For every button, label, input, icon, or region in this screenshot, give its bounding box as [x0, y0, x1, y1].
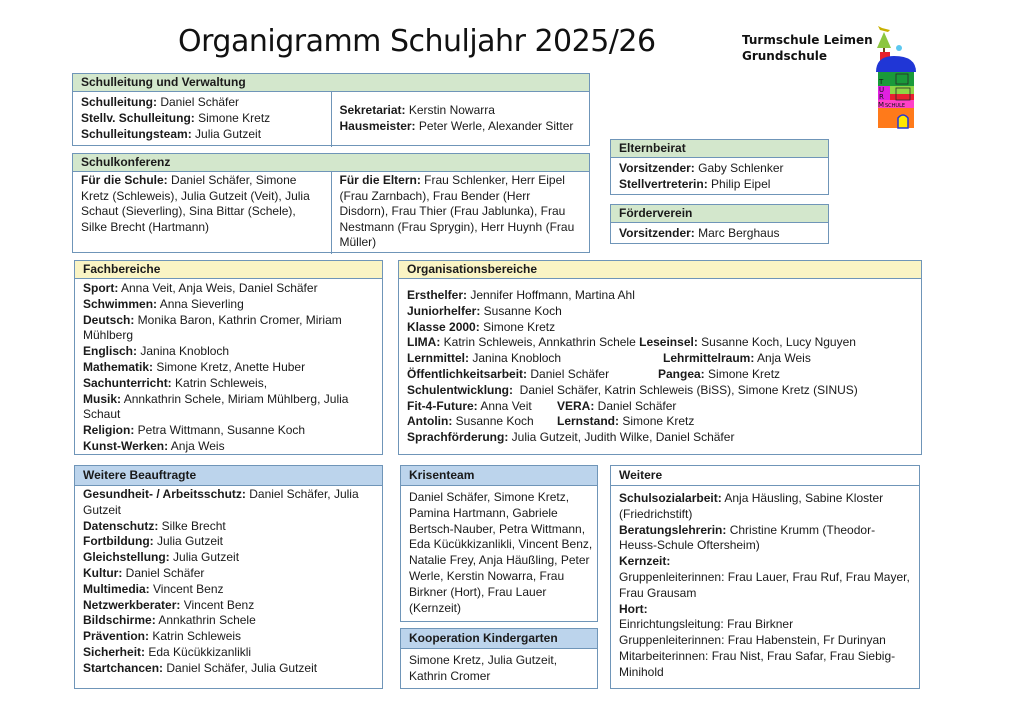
school-name: Turmschule Leimen: [742, 33, 873, 47]
entry-value: Anja Häusling, Sabine Kloster (Friedrichstift): [619, 491, 884, 521]
entry-value: Monika Baron, Kathrin Cromer, Miriam Mühlberg: [83, 312, 342, 343]
entry-schulleitungsteam: [81, 127, 323, 143]
entry-value: Susanne Koch, Lucy Nguyen: [697, 335, 856, 350]
entry-oeffentlichkeitsarbeit-pangea: [407, 367, 913, 383]
entry-label: Beratungslehrerin:: [619, 522, 727, 537]
box-header: Schulleitung und Verwaltung: [73, 74, 589, 92]
svg-text:SCHULE: SCHULE: [885, 103, 906, 109]
page-title: Organigramm Schuljahr 2025/26: [178, 24, 656, 59]
entry-label: Sekretariat:: [339, 103, 406, 117]
entry-sachunterricht: [83, 376, 374, 392]
entry-schulleitung: [81, 95, 323, 111]
entry-beratungslehrerin: [619, 523, 911, 555]
entry-kultur: [83, 566, 374, 582]
entry-bildschirme: [83, 613, 374, 629]
entry-label: Sport:: [83, 281, 119, 295]
entry-label: Prävention:: [83, 629, 150, 644]
entry-label: Musik:: [83, 391, 122, 406]
entry-label: Religion:: [83, 423, 135, 438]
entry-value: Peter Werle, Alexander Sitter: [415, 118, 574, 133]
entry-label: Kultur:: [83, 565, 123, 580]
entry-religion: [83, 423, 374, 439]
entry-value: Susanne Koch: [480, 303, 562, 318]
entry-label: Für die Schule:: [81, 173, 168, 187]
entry-label: Deutsch:: [83, 312, 135, 327]
entry-value: Daniel Schäfer: [527, 366, 610, 381]
entry-value: Katrin Schleweis, Annkathrin Schele: [440, 335, 636, 350]
box-organisationsbereiche: [398, 260, 922, 455]
entry-stellv-schulleitung: [81, 111, 323, 127]
entry-value: Julia Gutzeit: [169, 550, 240, 565]
entry-value: Katrin Schleweis: [149, 629, 242, 644]
box-header: Elternbeirat: [611, 140, 828, 158]
entry-praevention: [83, 629, 374, 645]
entry-value: Philip Eipel: [707, 176, 771, 191]
entry-sprachfoerderung: [407, 430, 913, 446]
box-header: Krisenteam: [401, 466, 597, 486]
entry-label: Vorsitzender:: [619, 226, 695, 240]
entry-label: Lehrmittelraum:: [663, 351, 755, 366]
entry-mathematik: [83, 360, 374, 376]
entry-fuer-die-eltern: [331, 172, 590, 254]
entry-value: Kerstin Nowarra: [405, 103, 495, 117]
entry-value: Katrin Schleweis,: [171, 375, 268, 390]
entry-lernmittel-lehrmittelraum: [407, 351, 913, 367]
entry-label: Stellvertreterin:: [619, 176, 708, 191]
entry-label: Lernmittel:: [407, 351, 470, 366]
entry-label: Sachunterricht:: [83, 375, 172, 390]
entry-label: Schulentwicklung:: [407, 382, 514, 397]
entry-label: Englisch:: [83, 344, 138, 359]
entry-value: Janina Knobloch: [137, 344, 230, 359]
box-kooperation-kindergarten: [400, 628, 598, 689]
entry-label: Netzwerkberater:: [83, 597, 181, 612]
entry-value: Silke Brecht: [158, 518, 226, 533]
box-foerderverein: [610, 204, 829, 244]
entry-label: VERA:: [557, 398, 595, 413]
box-header: Weitere: [611, 466, 919, 486]
entry-englisch: [83, 344, 374, 360]
box-header: Fachbereiche: [75, 261, 382, 279]
entry-value: Frau Schlenker, Herr Eipel (Frau Zarnbach), Frau Bender (Herr Disdorn), Frau Thier (Frau Jablunka), Frau Nestmann (Frau Sprygin), Herr Huynh (Frau Müller): [339, 173, 575, 250]
entry-musik: [83, 392, 374, 424]
svg-text:U: U: [879, 86, 885, 94]
kooperation-members: Simone Kretz, Julia Gutzeit, Kathrin Cromer: [409, 653, 558, 683]
entry-value: Anna Veit, Anja Weis, Daniel Schäfer: [118, 281, 318, 295]
entry-label: Öffentlichkeitsarbeit:: [407, 366, 528, 381]
entry-label: Juniorhelfer:: [407, 303, 481, 318]
entry-label: Ersthelfer:: [407, 288, 468, 302]
hort-line: Einrichtungsleitung: Frau Birkner: [619, 617, 794, 632]
entry-label: Pangea:: [658, 366, 705, 381]
box-elternbeirat: [610, 139, 829, 195]
entry-value: Daniel Schäfer, Katrin Schleweis (BiSS), Simone Kretz (SINUS): [513, 382, 858, 397]
box-schulleitung: [72, 73, 590, 146]
entry-label: Leseinsel:: [639, 335, 698, 350]
entry-label: Schulleitungsteam:: [81, 126, 192, 141]
entry-label: Vorsitzender:: [619, 161, 695, 175]
entry-startchancen: [83, 661, 374, 677]
entry-value: Anna Veit: [477, 398, 532, 413]
entry-value: Simone Kretz: [704, 366, 781, 381]
entry-value: Simone Kretz: [194, 110, 271, 125]
entry-ersthelfer: [407, 288, 913, 304]
entry-value: Eda Kücükkizanlikli: [145, 644, 252, 659]
svg-text:R: R: [879, 93, 884, 101]
entry-label: Schulleitung:: [81, 95, 157, 109]
entry-value: Daniel Schäfer, Julia Gutzeit: [83, 487, 359, 517]
tree-icon: [877, 32, 891, 48]
kernzeit-text: Gruppenleiterinnen: Frau Lauer, Frau Ruf, Frau Mayer, Frau Grausam: [619, 569, 910, 600]
hort-line: Gruppenleiterinnen: Frau Habenstein, Fr Durinyan: [619, 633, 886, 648]
entry-label: Schulsozialarbeit:: [619, 491, 722, 505]
entry-sicherheit: [83, 645, 374, 661]
box-schulkonferenz: [72, 153, 590, 253]
entry-label: Kernzeit:: [619, 554, 671, 569]
entry-label: Multimedia:: [83, 581, 150, 596]
entry-label: Klasse 2000:: [407, 319, 480, 334]
entry-antolin-lernstand: [407, 414, 913, 430]
entry-fortbildung: [83, 534, 374, 550]
entry-schulsozialarbeit: [619, 491, 911, 523]
entry-value: Susanne Koch: [452, 414, 534, 429]
entry-label: Hausmeister:: [339, 118, 416, 133]
entry-value: Daniel Schäfer: [122, 565, 205, 580]
entry-vorsitzender: [619, 161, 820, 177]
entry-fit4future-vera: [407, 399, 913, 415]
entry-value: Vincent Benz: [180, 597, 255, 612]
school-logo: [872, 24, 920, 132]
entry-stellvertreterin: [619, 177, 820, 193]
entry-value: Julia Gutzeit, Judith Wilke, Daniel Schäfer: [508, 430, 735, 445]
entry-label: Fit-4-Future:: [407, 398, 478, 413]
entry-value: Annkathrin Schele, Miriam Mühlberg, Julia Schaut: [83, 391, 349, 422]
entry-value: Anna Sieverling: [157, 296, 244, 311]
entry-lima-leseinsel: [407, 335, 913, 351]
entry-value: Vincent Benz: [149, 581, 224, 596]
box-weitere-beauftragte: [74, 465, 383, 689]
entry-netzwerkberater: [83, 598, 374, 614]
entry-schulentwicklung: [407, 383, 913, 399]
bird-icon: [878, 26, 890, 32]
entry-label: Antolin:: [407, 414, 453, 429]
krisenteam-members: Daniel Schäfer, Simone Kretz, Pamina Hartmann, Gabriele Bertsch-Nauber, Petra Wittmann, Eda Kücükkizanlikli, Vincent Benz, Natalie Frey, Anja Häußling, Peter Werle, Kerstin Nowarra, Frau Birkner (Hort), Frau Lauer (Kernzeit): [409, 490, 593, 615]
entry-sport: [83, 281, 374, 297]
entry-vorsitzender: [619, 226, 820, 242]
entry-value: Jennifer Hoffmann, Martina Ahl: [467, 288, 635, 302]
school-name-block: [742, 32, 873, 64]
entry-value: Simone Kretz, Anette Huber: [153, 359, 306, 374]
entry-deutsch: [83, 313, 374, 345]
entry-label: Sicherheit:: [83, 644, 146, 659]
entry-value: Janina Knobloch: [469, 351, 562, 366]
entry-fuer-die-schule: [73, 172, 331, 254]
entry-multimedia: [83, 582, 374, 598]
entry-kunst-werken: [83, 439, 374, 455]
hort-line: Mitarbeiterinnen: Frau Nist, Frau Safar, Frau Siebig-Minihold: [619, 648, 896, 679]
entry-label: Gesundheit- / Arbeitsschutz:: [83, 487, 246, 501]
hort-heading: [619, 602, 911, 618]
entry-value: Daniel Schäfer, Julia Gutzeit: [163, 660, 318, 675]
entry-label: Für die Eltern:: [339, 173, 421, 187]
entry-hausmeister: [340, 119, 582, 135]
entry-gleichstellung: [83, 550, 374, 566]
entry-value: Christine Krumm (Theodor-Heuss-Schule Oftersheim): [619, 522, 876, 553]
box-fachbereiche: [74, 260, 383, 455]
entry-gesundheit-arbeitsschutz: [83, 487, 374, 519]
box-header: Weitere Beauftragte: [75, 466, 382, 486]
entry-sekretariat: [340, 103, 582, 119]
entry-value: Simone Kretz: [479, 319, 556, 334]
box-header: Schulkonferenz: [73, 154, 589, 172]
entry-value: Anja Weis: [754, 351, 811, 366]
entry-value: Daniel Schäfer: [157, 95, 240, 109]
entry-value: Simone Kretz: [619, 414, 695, 429]
entry-value: Daniel Schäfer, Simone Kretz (Schleweis), Julia Gutzeit (Veit), Julia Schaut (Sieverling), Sina Bittar (Schele), Silke Brecht (Hartmann): [81, 173, 310, 234]
entry-label: Schwimmen:: [83, 296, 158, 311]
kernzeit-heading: [619, 554, 911, 570]
entry-label: Fortbildung:: [83, 534, 154, 549]
svg-text:M: M: [878, 101, 885, 109]
entry-value: Julia Gutzeit: [153, 534, 224, 549]
entry-value: Gaby Schlenker: [694, 161, 784, 175]
entry-datenschutz: [83, 519, 374, 535]
entry-klasse-2000: [407, 320, 913, 336]
entry-label: Mathematik:: [83, 359, 154, 374]
entry-value: Petra Wittmann, Susanne Koch: [134, 423, 306, 438]
entry-value: Anja Weis: [168, 438, 225, 453]
entry-schwimmen: [83, 297, 374, 313]
entry-label: Bildschirme:: [83, 613, 156, 628]
entry-label: LIMA:: [407, 335, 441, 350]
box-weitere: [610, 465, 920, 689]
entry-label: Gleichstellung:: [83, 550, 170, 565]
entry-label: Hort:: [619, 601, 648, 616]
entry-value: Marc Berghaus: [694, 226, 780, 240]
box-header: Förderverein: [611, 205, 828, 223]
entry-label: Stellv. Schulleitung:: [81, 110, 195, 125]
entry-label: Lernstand:: [557, 414, 620, 429]
entry-value: Daniel Schäfer: [594, 398, 677, 413]
box-krisenteam: [400, 465, 598, 622]
entry-value: Annkathrin Schele: [155, 613, 256, 628]
entry-label: Datenschutz:: [83, 518, 159, 533]
entry-label: Sprachförderung:: [407, 430, 509, 445]
entry-juniorhelfer: [407, 304, 913, 320]
svg-text:T: T: [879, 78, 884, 86]
school-type: Grundschule: [742, 49, 828, 63]
entry-label: Kunst-Werken:: [83, 438, 169, 453]
box-header: Organisationsbereiche: [399, 261, 921, 279]
entry-value: Julia Gutzeit: [191, 126, 262, 141]
entry-label: Startchancen:: [83, 660, 164, 675]
box-header: Kooperation Kindergarten: [401, 629, 597, 649]
